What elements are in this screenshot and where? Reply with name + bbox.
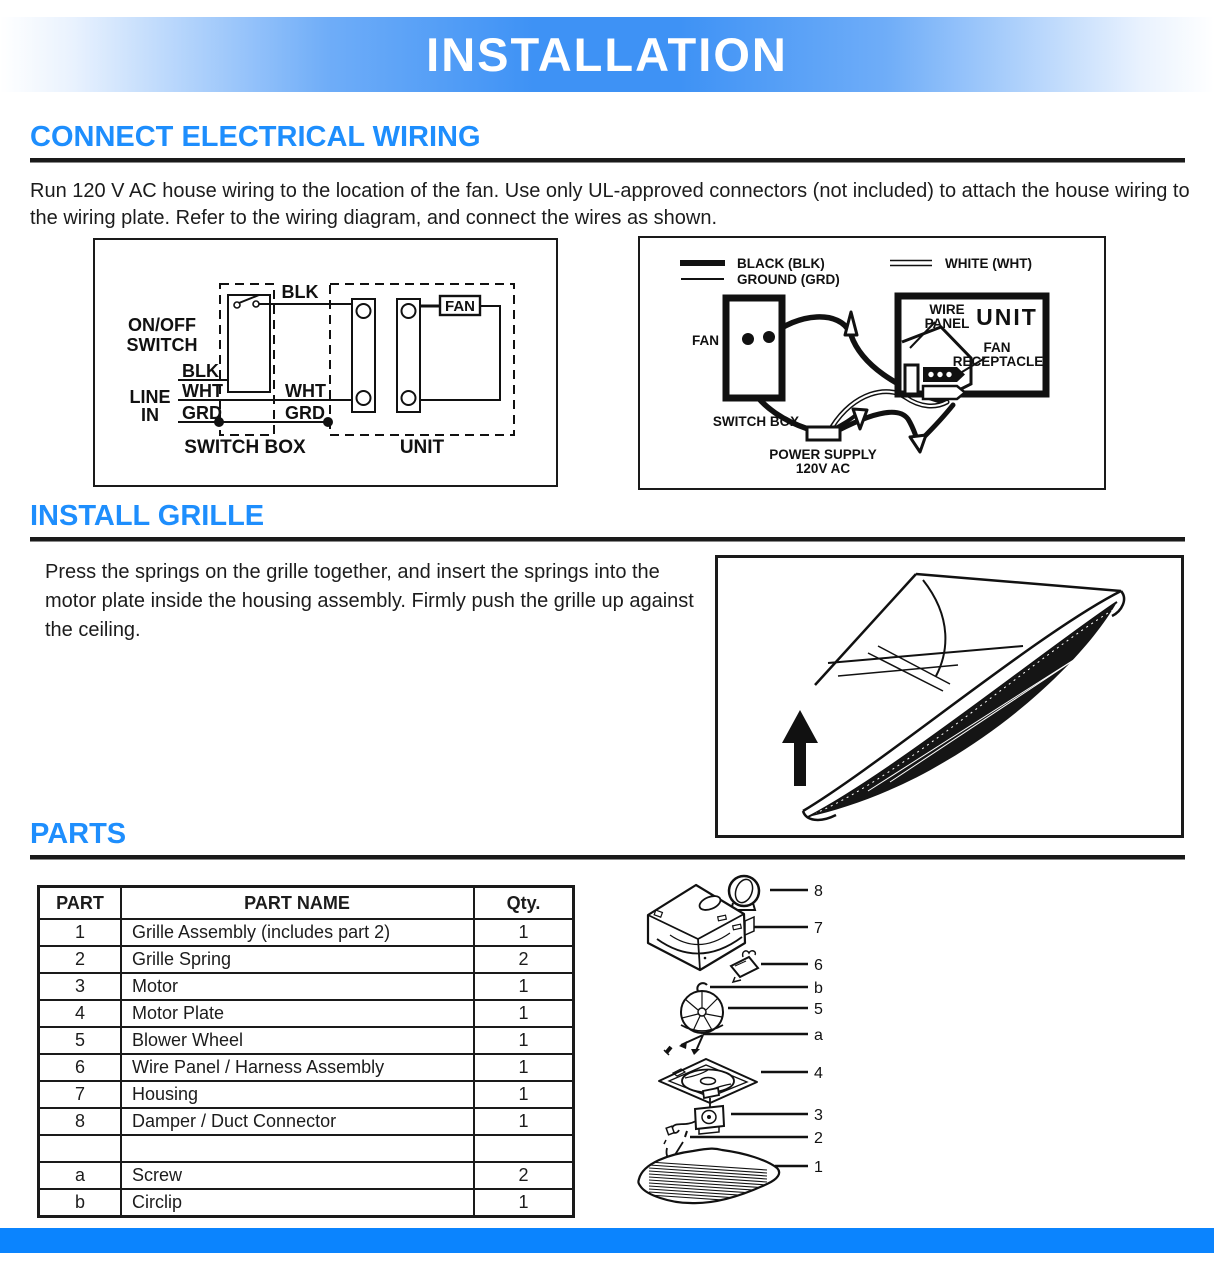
footer-bar (0, 1228, 1214, 1253)
wire-panel-label-2: PANEL (924, 316, 970, 331)
section-wiring-header (30, 121, 1185, 163)
pictorial-wiring-figure (638, 236, 1106, 490)
callout-label-5: 5 (814, 1001, 823, 1018)
table-row (39, 1162, 574, 1189)
table-row (39, 1054, 574, 1081)
name-cell: Damper / Duct Connector (121, 1108, 474, 1135)
wiring-heading: CONNECT ELECTRICAL WIRING (30, 121, 481, 153)
grille-drawing (638, 1149, 779, 1204)
line-in-label-2: IN (141, 405, 159, 425)
callout-label-8: 8 (814, 883, 823, 900)
table-header-row (39, 887, 574, 920)
part-cell: 5 (39, 1027, 122, 1054)
name-cell: Motor Plate (121, 1000, 474, 1027)
qty-cell: 1 (474, 1000, 574, 1027)
grille-figure-svg (718, 558, 1181, 835)
unit-label: UNIT (399, 437, 445, 458)
name-cell: Grille Spring (121, 946, 474, 973)
unit-label: UNIT (976, 304, 1038, 330)
legend-white-label: WHITE (WHT) (945, 256, 1032, 271)
table-row (39, 919, 574, 946)
parts-heading: PARTS (30, 818, 127, 850)
grille-heading: INSTALL GRILLE (30, 500, 265, 532)
onoff-switch-label-1: ON/OFF (128, 315, 196, 335)
section-parts-header (30, 818, 1185, 860)
qty-cell: 1 (474, 1189, 574, 1217)
name-cell: Grille Assembly (includes part 2) (121, 919, 474, 946)
switch-box-label: SWITCH BOX (184, 437, 306, 458)
blower-wheel-drawing (681, 991, 723, 1033)
name-cell: Wire Panel / Harness Assembly (121, 1054, 474, 1081)
name-cell: Screw (121, 1162, 474, 1189)
grille-panel (803, 591, 1124, 820)
name-cell: Motor (121, 973, 474, 1000)
callout-label-b: b (814, 980, 823, 997)
pictorial-switch-box (726, 298, 782, 398)
legend (680, 256, 1032, 287)
table-row (39, 1081, 574, 1108)
section-rule (30, 537, 1185, 542)
callout-labels (814, 883, 823, 1176)
legend-black-label: BLACK (BLK) (737, 256, 825, 271)
power-supply-label-2: 120V AC (795, 461, 851, 476)
part-cell (39, 1135, 122, 1162)
switch-box-label: SWITCH BOX (712, 414, 800, 429)
duct-connector-drawing (729, 876, 759, 910)
part-cell: 4 (39, 1000, 122, 1027)
onoff-switch-label-2: SWITCH (126, 335, 198, 355)
table-row (39, 1027, 574, 1054)
table-row (39, 946, 574, 973)
section-rule (30, 158, 1185, 163)
part-cell: 1 (39, 919, 122, 946)
up-arrow-icon (782, 710, 818, 786)
line-in-label-1: LINE (129, 387, 171, 407)
wht-mid-label: WHT (285, 381, 326, 401)
part-cell: 8 (39, 1108, 122, 1135)
fan-box-label: FAN (445, 298, 475, 315)
blk-top-label: BLK (281, 282, 319, 302)
screws-drawing (664, 1035, 703, 1055)
callout-label-1: 1 (814, 1159, 823, 1176)
schematic-wiring-figure (93, 238, 558, 487)
qty-cell: 2 (474, 1162, 574, 1189)
section-rule (30, 855, 1185, 860)
qty-cell: 2 (474, 946, 574, 973)
grd-mid-label: GRD (285, 403, 325, 423)
name-cell: Housing (121, 1081, 474, 1108)
table-row (39, 1000, 574, 1027)
pictorial-wiring-svg (640, 238, 1104, 488)
power-supply-label-1: POWER SUPPLY (769, 447, 877, 462)
part-cell: a (39, 1162, 122, 1189)
qty-cell: 1 (474, 919, 574, 946)
qty-cell: 1 (474, 1108, 574, 1135)
wiring-body-text: Run 120 V AC house wiring to the location of the fan. Use only UL-approved connectors (not included) to attach the house wiring to the wiring plate. Refer to the wiring diagram, and connect the wires as shown. (30, 180, 1190, 229)
grille-figure (715, 555, 1184, 838)
power-supply-box (807, 427, 840, 440)
fan-receptacle-label-1: FAN (983, 340, 1011, 355)
col-header-part: PART (39, 887, 122, 920)
col-header-name: PART NAME (121, 887, 474, 920)
part-cell: b (39, 1189, 122, 1217)
banner (0, 17, 1214, 92)
part-cell: 3 (39, 973, 122, 1000)
qty-cell: 1 (474, 973, 574, 1000)
blk-left-label: BLK (182, 361, 219, 381)
qty-cell: 1 (474, 1027, 574, 1054)
exploded-parts-figure (615, 865, 845, 1210)
name-cell (121, 1135, 474, 1162)
parts-table (37, 885, 575, 1218)
table-row-empty (39, 1135, 574, 1162)
col-header-qty: Qty. (474, 887, 574, 920)
wire-panel-drawing (731, 951, 758, 982)
callout-label-7: 7 (814, 920, 823, 937)
wht-left-label: WHT (182, 381, 223, 401)
table-row (39, 1189, 574, 1217)
part-cell: 7 (39, 1081, 122, 1108)
fan-receptacle-label-2: RECEPTACLE (952, 354, 1044, 369)
table-row (39, 973, 574, 1000)
callout-label-3: 3 (814, 1107, 823, 1124)
name-cell: Circlip (121, 1189, 474, 1217)
callout-label-6: 6 (814, 957, 823, 974)
callout-label-2: 2 (814, 1130, 823, 1147)
part-cell: 6 (39, 1054, 122, 1081)
page-title: INSTALLATION (426, 28, 788, 81)
legend-ground-label: GROUND (GRD) (737, 272, 840, 287)
callout-label-4: 4 (814, 1065, 823, 1082)
grille-body-text: Press the springs on the grille together, and insert the springs into the motor plate inside the housing assembly. Firmly push the grille up against the ceiling. (45, 561, 694, 641)
qty-cell: 1 (474, 1054, 574, 1081)
fan-label: FAN (692, 333, 719, 348)
wire-panel-label-1: WIRE (929, 302, 965, 317)
grd-left-label: GRD (182, 403, 222, 423)
schematic-wiring-svg (95, 240, 556, 485)
exploded-parts-svg (615, 865, 845, 1210)
part-cell: 2 (39, 946, 122, 973)
table-row (39, 1108, 574, 1135)
callout-label-a: a (814, 1027, 823, 1044)
name-cell: Blower Wheel (121, 1027, 474, 1054)
section-grille-header (30, 500, 1185, 542)
qty-cell (474, 1135, 574, 1162)
qty-cell: 1 (474, 1081, 574, 1108)
